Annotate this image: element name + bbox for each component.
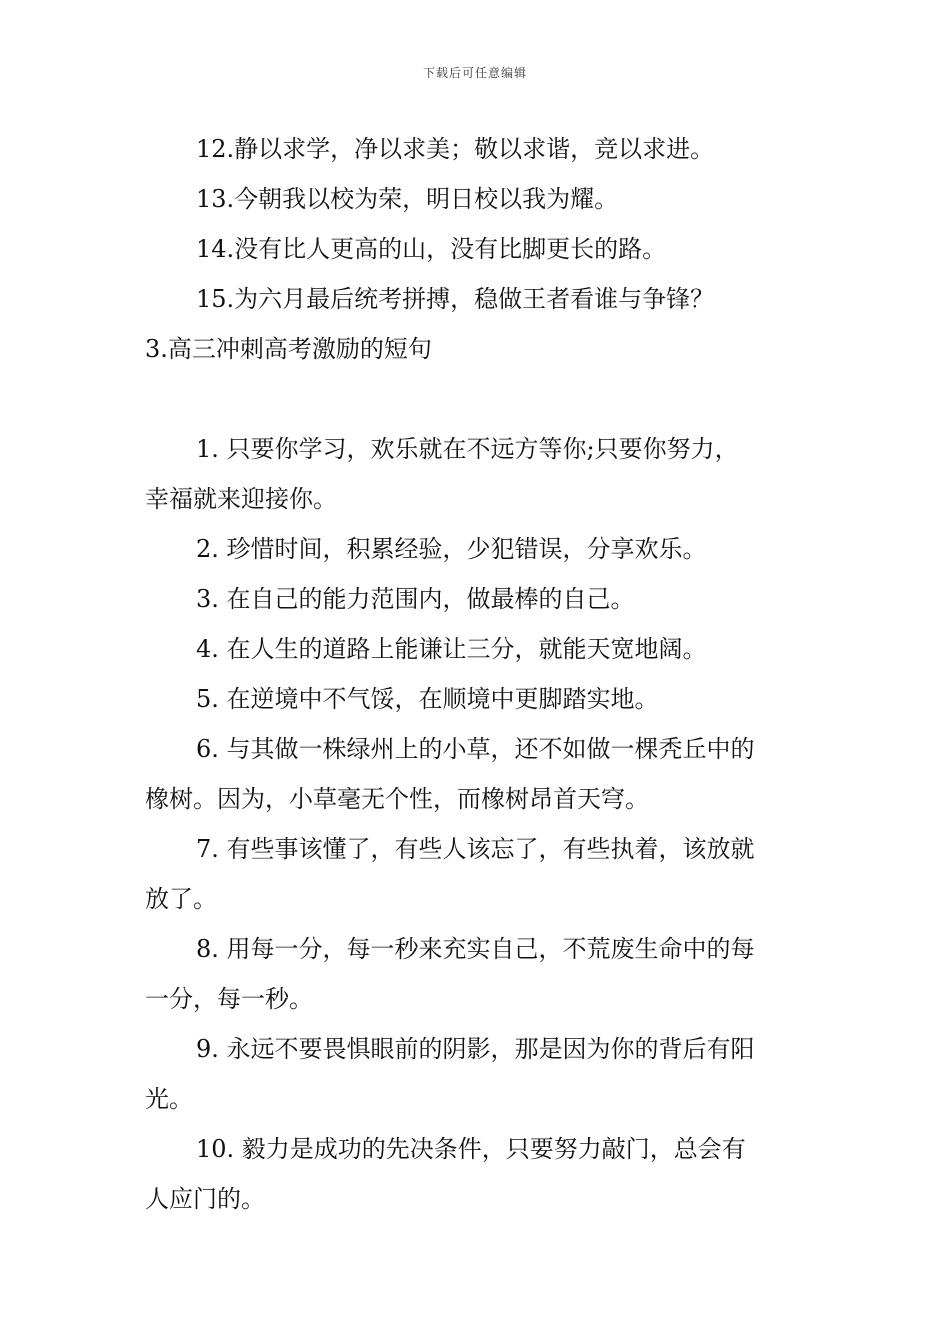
list-item-7-continuation: 放了。 — [145, 885, 217, 913]
section-heading: 3.高三冲刺高考激励的短句 — [145, 335, 432, 363]
quote-line-13: 13.今朝我以校为荣，明日校以我为耀。 — [196, 185, 619, 213]
quote-line-14: 14.没有比人更高的山，没有比脚更长的路。 — [196, 235, 667, 263]
list-item-7: 7. 有些事该懂了，有些人该忘了，有些执着，该放就 — [196, 835, 755, 863]
list-item-10-continuation: 人应门的。 — [145, 1185, 265, 1213]
page-header: 下载后可任意编辑 — [422, 66, 527, 80]
list-item-10: 10. 毅力是成功的先决条件，只要努力敲门，总会有 — [196, 1135, 746, 1163]
list-item-1: 1. 只要你学习，欢乐就在不远方等你;只要你努力， — [196, 435, 739, 463]
list-item-9: 9. 永远不要畏惧眼前的阴影，那是因为你的背后有阳 — [196, 1035, 755, 1063]
list-item-8: 8. 用每一分，每一秒来充实自己，不荒废生命中的每 — [196, 935, 755, 963]
list-item-8-continuation: 一分，每一秒。 — [145, 985, 313, 1013]
quote-line-15: 15.为六月最后统考拼搏，稳做王者看谁与争锋？ — [196, 285, 715, 313]
list-item-6-continuation: 橡树。因为，小草毫无个性，而橡树昂首天穹。 — [145, 785, 649, 813]
list-item-3: 3. 在自己的能力范围内，做最棒的自己。 — [196, 585, 635, 613]
list-item-1-continuation: 幸福就来迎接你。 — [145, 485, 337, 513]
list-item-9-continuation: 光。 — [145, 1085, 193, 1113]
list-item-4: 4. 在人生的道路上能谦让三分，就能天宽地阔。 — [196, 635, 707, 663]
list-item-5: 5. 在逆境中不气馁，在顺境中更脚踏实地。 — [196, 685, 659, 713]
list-item-2: 2. 珍惜时间，积累经验，少犯错误，分享欢乐。 — [196, 535, 707, 563]
list-item-6: 6. 与其做一株绿州上的小草，还不如做一棵秃丘中的 — [196, 735, 755, 763]
quote-line-12: 12.静以求学，净以求美；敬以求谐，竞以求进。 — [196, 135, 715, 163]
